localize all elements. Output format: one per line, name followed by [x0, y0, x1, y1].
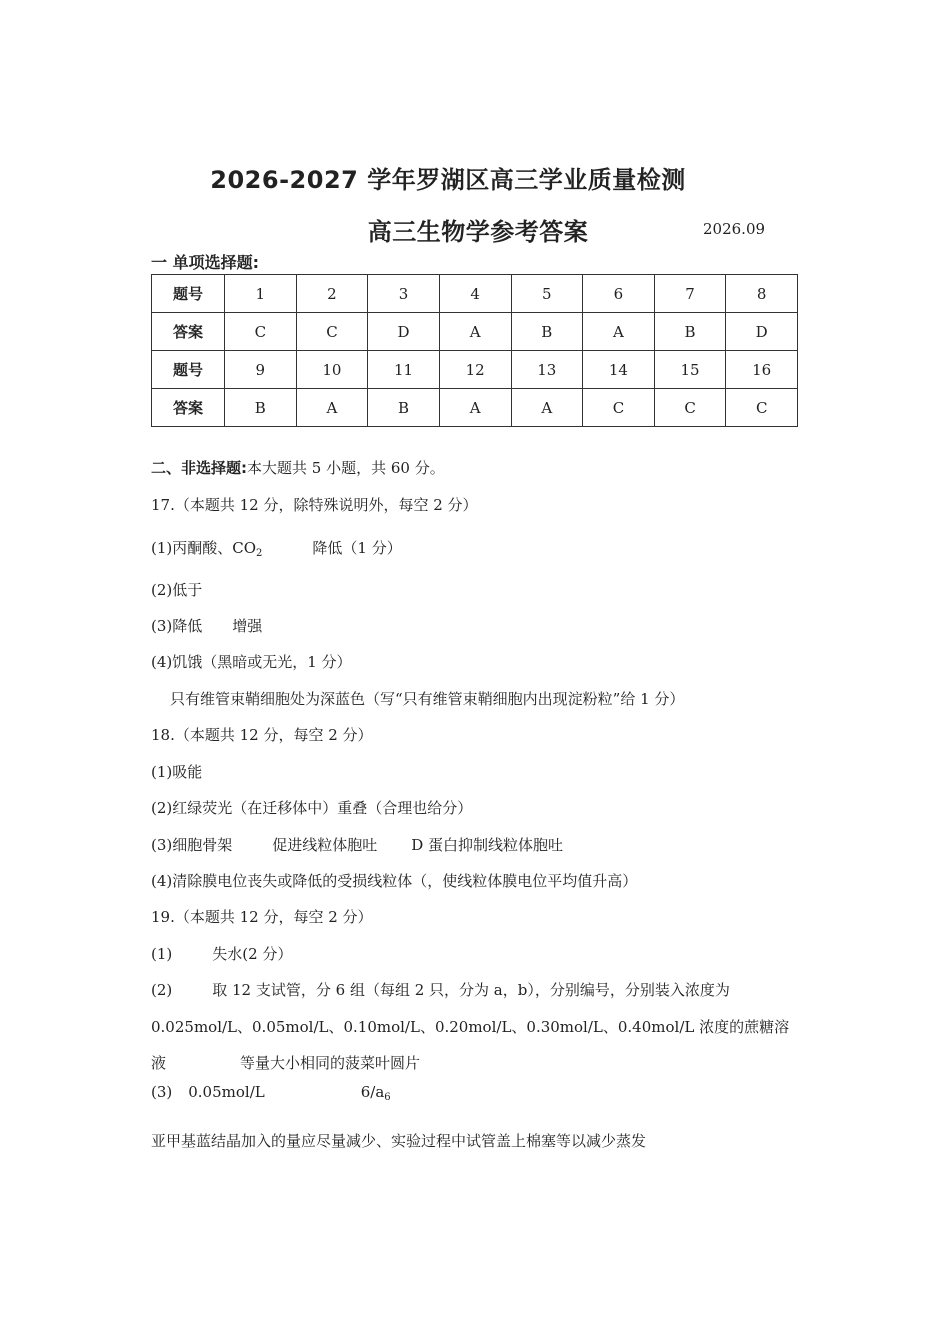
q19-a1-text: 失水(2 分） [212, 945, 293, 963]
answer-cell: A [583, 313, 655, 351]
q18-answer-4: (4)清除膜电位丧失或降低的受损线粒体（，使线粒体膜电位平均值升高） [151, 872, 638, 890]
q19-answer-1 [151, 943, 292, 964]
q17-a1-second: 降低（1 分） [312, 539, 402, 557]
row-label-answer: 答案 [152, 389, 225, 427]
q19-a3-second: 6/a [360, 1083, 385, 1101]
question-number: 8 [726, 275, 798, 313]
answer-cell: C [225, 313, 297, 351]
question-number: 13 [511, 351, 583, 389]
q19-answer-3 [151, 1083, 391, 1103]
section1-heading: 一 单项选择题: [151, 253, 259, 272]
row-label-question: 题号 [152, 351, 225, 389]
row-label-question: 题号 [152, 275, 225, 313]
q19-a2-text: 取 12 支试管，分 6 组（每组 2 只，分为 a，b），分别编号，分别装入浓度为 [212, 981, 730, 999]
answer-cell: C [654, 389, 726, 427]
section2-note: 本大题共 5 小题，共 60 分。 [247, 459, 445, 477]
section2-heading-line [151, 457, 445, 478]
q18-a3-first: (3)细胞骨架 [151, 836, 233, 854]
table-row [152, 313, 798, 351]
q17-a3-first: (3)降低 [151, 617, 203, 635]
q17-answer-3 [151, 615, 262, 636]
q19-a2-number: (2) [151, 981, 173, 999]
q19-a1-number: (1) [151, 945, 173, 963]
q18-answer-2: (2)红绿荧光（在迁移体中）重叠（合理也给分） [151, 799, 473, 817]
q17-a1-subscript: 2 [256, 548, 263, 559]
q17-title: 17.（本题共 12 分，除特殊说明外，每空 2 分） [151, 496, 478, 514]
document-date: 2026.09 [703, 220, 766, 238]
q17-a3-second: 增强 [232, 617, 263, 635]
q17-answer-1 [151, 537, 402, 559]
page-subtitle: 高三生物学参考答案 [367, 218, 589, 246]
q17-answer-4-continued: 只有维管束鞘细胞处为深蓝色（写“只有维管束鞘细胞内出现淀粉粒”给 1 分） [170, 690, 685, 708]
question-number: 11 [368, 351, 440, 389]
q19-answer-2 [151, 979, 730, 1000]
question-number: 3 [368, 275, 440, 313]
question-number: 7 [654, 275, 726, 313]
q17-answer-2: (2)低于 [151, 581, 203, 599]
q19-answer-2-continued: 0.025mol/L、0.05mol/L、0.10mol/L、0.20mol/L、0.30mol/L、0.40mol/L 浓度的蔗糖溶 [151, 1018, 790, 1036]
question-number: 15 [654, 351, 726, 389]
question-number: 10 [296, 351, 368, 389]
row-label-answer: 答案 [152, 313, 225, 351]
answer-cell: C [726, 389, 798, 427]
answer-cell: A [439, 313, 511, 351]
q19-answer-2-continued-2 [151, 1052, 420, 1073]
answer-cell: A [511, 389, 583, 427]
question-number: 14 [583, 351, 655, 389]
question-number: 5 [511, 275, 583, 313]
answer-cell: A [296, 389, 368, 427]
question-number: 4 [439, 275, 511, 313]
answer-cell: D [368, 313, 440, 351]
table-row [152, 275, 798, 313]
page-title: 2026-2027 学年罗湖区高三学业质量检测 [210, 166, 686, 194]
question-number: 9 [225, 351, 297, 389]
q18-answer-1: (1)吸能 [151, 763, 203, 781]
answer-cell: A [439, 389, 511, 427]
section2-heading: 二、非选择题: [151, 459, 247, 477]
answer-cell: B [654, 313, 726, 351]
question-number: 1 [225, 275, 297, 313]
q18-a3-second: 促进线粒体胞吐 [272, 836, 378, 854]
q18-title: 18.（本题共 12 分，每空 2 分） [151, 726, 373, 744]
answer-table [151, 274, 798, 427]
table-row [152, 351, 798, 389]
q18-a3-third: D 蛋白抑制线粒体胞吐 [411, 836, 564, 854]
q17-a1-text: (1)丙酮酸、CO [151, 539, 257, 557]
q19-a3-subscript: 6 [384, 1092, 391, 1103]
answer-cell: C [296, 313, 368, 351]
answer-cell: B [368, 389, 440, 427]
answer-cell: C [583, 389, 655, 427]
q17-answer-4: (4)饥饿（黑暗或无光，1 分） [151, 653, 352, 671]
answer-cell: B [511, 313, 583, 351]
answer-cell: B [225, 389, 297, 427]
q19-answer-4: 亚甲基蓝结晶加入的量应尽量减少、实验过程中试管盖上棉塞等以减少蒸发 [151, 1132, 647, 1150]
question-number: 12 [439, 351, 511, 389]
q19-a2-cont2-first: 液 [151, 1054, 167, 1072]
question-number: 6 [583, 275, 655, 313]
q18-answer-3 [151, 834, 563, 855]
q19-a3-number: (3) [151, 1083, 173, 1101]
q19-a3-first: 0.05mol/L [188, 1083, 265, 1101]
question-number: 2 [296, 275, 368, 313]
answer-cell: D [726, 313, 798, 351]
q19-a2-cont2-second: 等量大小相同的菠菜叶圆片 [240, 1054, 421, 1072]
question-number: 16 [726, 351, 798, 389]
table-row [152, 389, 798, 427]
q19-title: 19.（本题共 12 分，每空 2 分） [151, 908, 373, 926]
